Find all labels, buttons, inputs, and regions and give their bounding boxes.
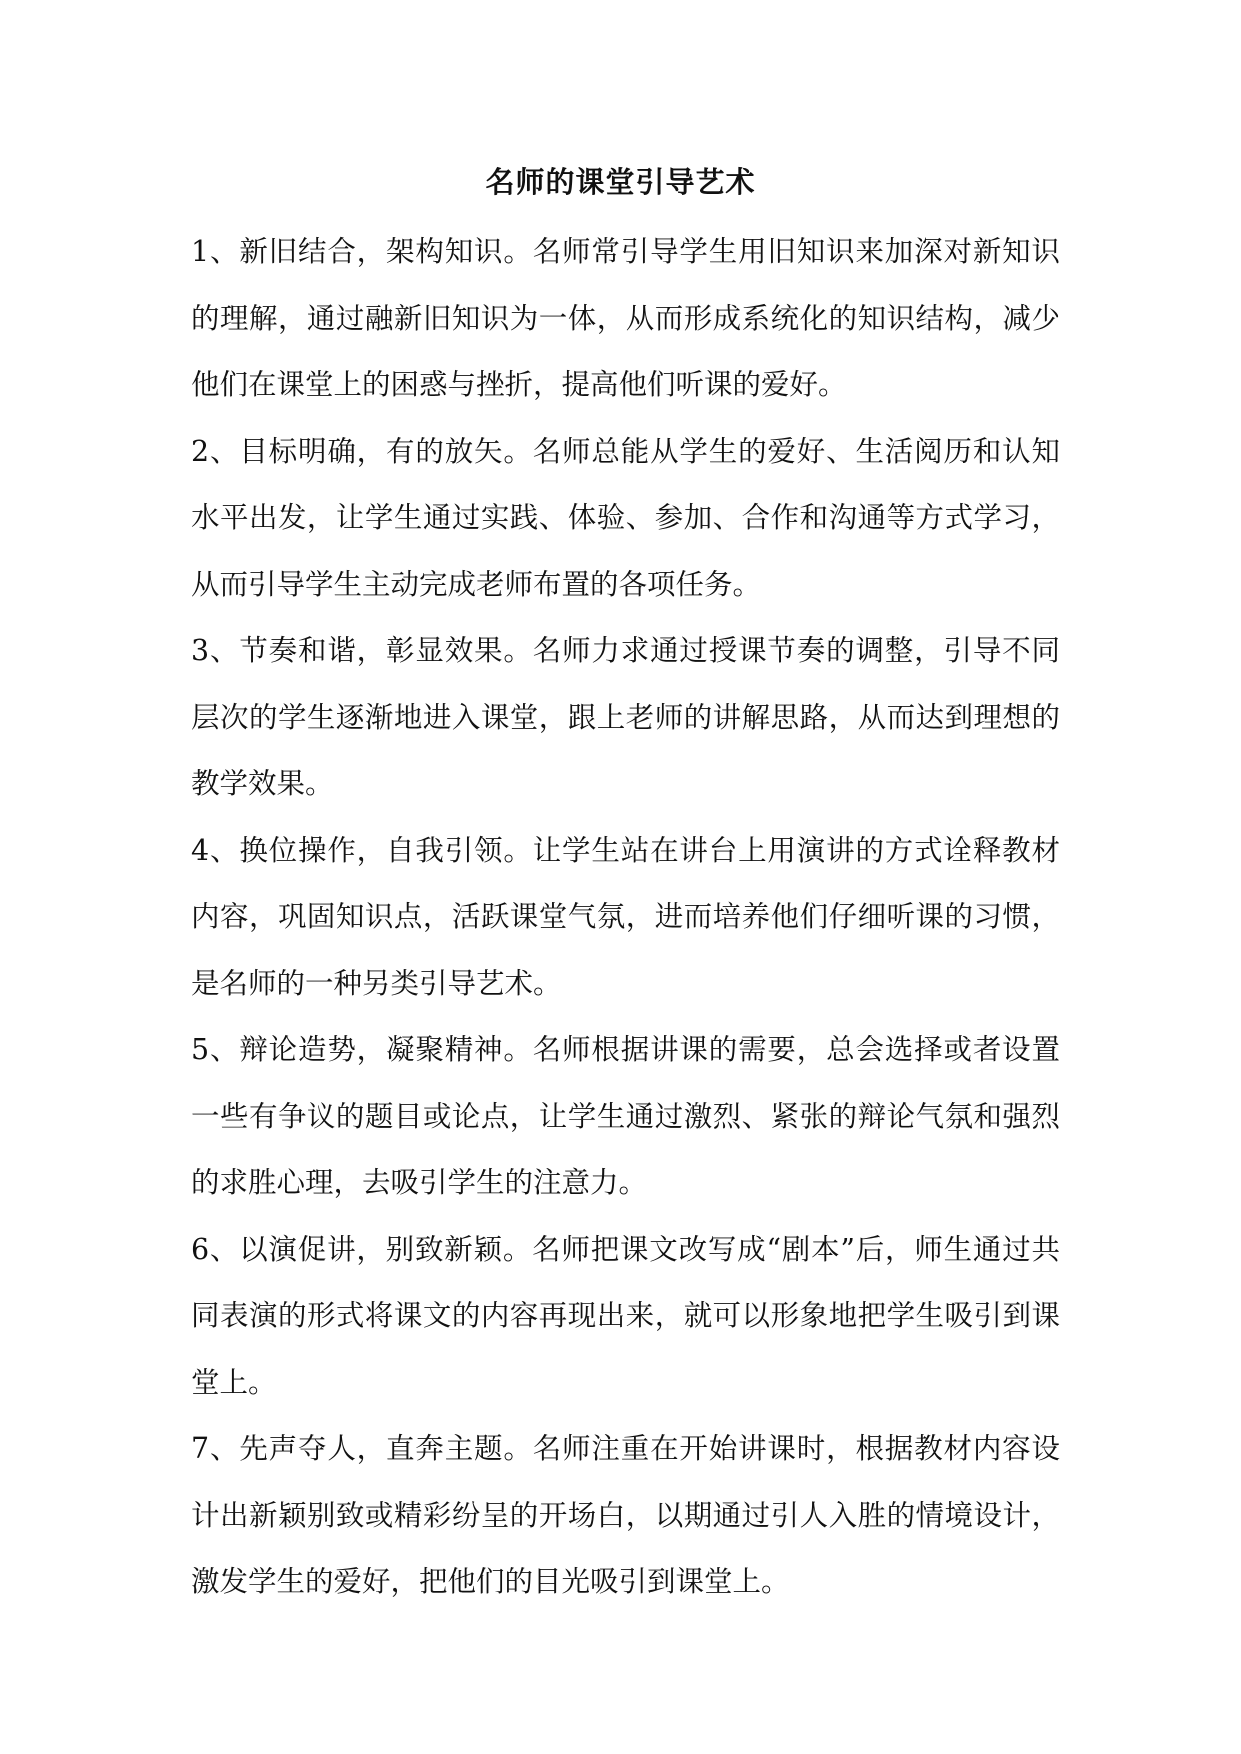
paragraph-7: 7、先声夺人，直奔主题。名师注重在开始讲课时，根据教材内容设计出新颖别致或精彩纷呈的开场白，以期通过引人入胜的情境设计，激发学生的爱好，把他们的目光吸引到课堂上。: [191, 1432, 1060, 1598]
paragraph-6: 6、以演促讲，别致新颖。名师把课文改写成“剧本”后，师生通过共同表演的形式将课文的内容再现出来，就可以形象地把学生吸引到课堂上。: [191, 1232, 1060, 1399]
paragraph-3: 3、节奏和谐，彰显效果。名师力求通过授课节奏的调整，引导不同层次的学生逐渐地进入课堂，跟上老师的讲解思路，从而达到理想的教学效果。: [191, 634, 1060, 800]
paragraph-4: 4、换位操作，自我引领。让学生站在讲台上用演讲的方式诠释教材内容，巩固知识点，活跃课堂气氛，进而培养他们仔细听课的习惯，是名师的一种另类引导艺术。: [191, 833, 1060, 1000]
paragraph-1: 1、新旧结合，架构知识。名师常引导学生用旧知识来加深对新知识的理解，通过融新旧知识为一体，从而形成系统化的知识结构，减少他们在课堂上的困惑与挫折，提高他们听课的爱好。: [191, 235, 1060, 401]
document-title: 名师的课堂引导艺术: [485, 165, 756, 199]
document-body: [191, 219, 1060, 1616]
paragraph-2: 2、目标明确，有的放矢。名师总能从学生的爱好、生活阅历和认知水平出发，让学生通过实践、体验、参加、合作和沟通等方式学习，从而引导学生主动完成老师布置的各项任务。: [191, 434, 1060, 601]
paragraph-5: 5、辩论造势，凝聚精神。名师根据讲课的需要，总会选择或者设置一些有争议的题目或论点，让学生通过激烈、紧张的辩论气氛和强烈的求胜心理，去吸引学生的注意力。: [191, 1033, 1060, 1199]
